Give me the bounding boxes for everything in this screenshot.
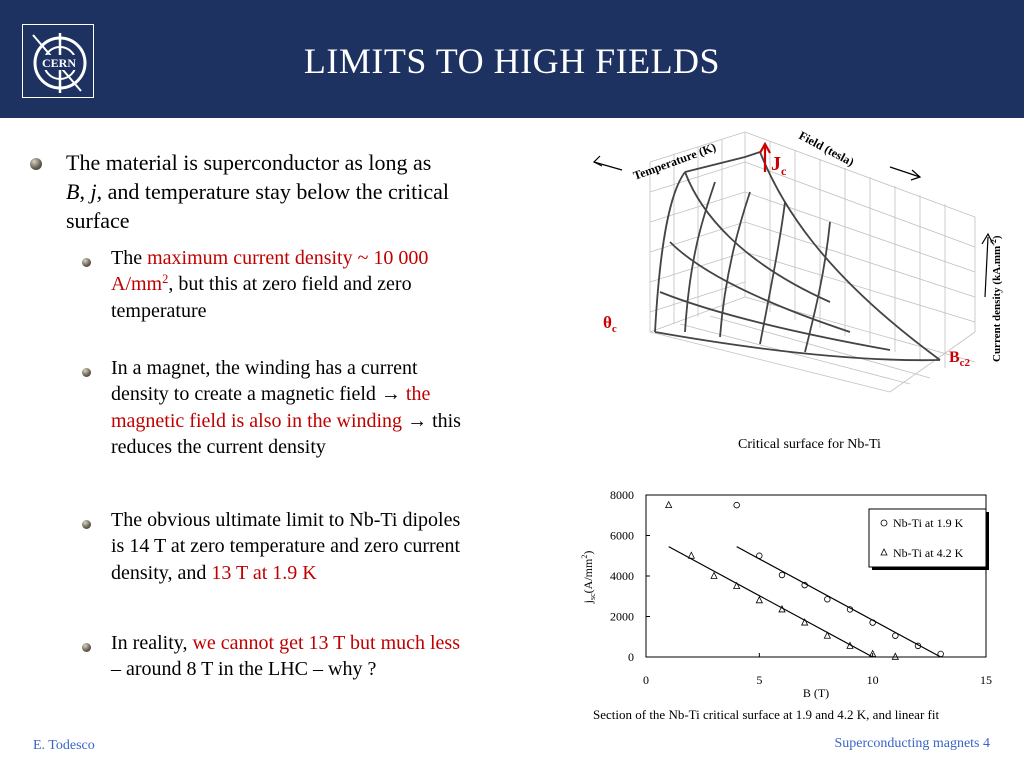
sub-bullet-marker (82, 520, 91, 529)
data-point-triangle (892, 653, 898, 659)
footer-course: Superconducting magnets 4 (834, 736, 990, 751)
y-tick-label: 8000 (610, 488, 634, 502)
field-axis-label: Field (tesla) (796, 128, 857, 169)
bullet-max-current-density: The maximum current density ~ 10 000 $A/mm^2$, but this at zero field and zero temperature (111, 247, 429, 322)
data-point-triangle (666, 502, 672, 508)
y-tick-label: 6000 (610, 528, 634, 543)
bullet-reality: In reality, we cannot get 13 T but much less – around 8 T in the LHC – why ? (111, 632, 461, 681)
bc2-label: $B_{c2}$ (949, 349, 971, 369)
chart-caption: Section of the Nb-Ti critical surface at 1.9 and 4.2 K, and linear fit (593, 707, 940, 722)
surface-grid (650, 132, 975, 392)
data-point-circle (938, 651, 944, 657)
y-axis-label: $j_{sc}(A/mm^2)$ (580, 550, 597, 604)
data-point-circle (779, 572, 785, 578)
svg-text:CERN: CERN (41, 56, 77, 70)
legend (869, 509, 989, 570)
data-point-circle (825, 596, 831, 602)
legend-label-4-2k: Nb-Ti at 4.2 K (893, 546, 964, 560)
data-point-circle (734, 502, 740, 508)
x-tick-label: 5 (756, 673, 763, 687)
direction-arrows (594, 156, 993, 297)
x-tick-label: 15 (980, 673, 992, 687)
data-point-circle (893, 633, 899, 639)
temperature-axis-label: Temperature (K) (631, 139, 718, 183)
slide-title: LIMITS TO HIGH FIELDS (303, 41, 721, 81)
current-density-axis-label: Current density $(kA.mm^{-2})$ (989, 235, 1003, 362)
data-point-triangle (756, 597, 762, 603)
title-bar (0, 0, 1024, 118)
bullet-winding-field: In a magnet, the winding has a current density to create a magnetic field → the magnetic field is also in the winding → this reduces the current density (111, 357, 461, 459)
bullet-marker (30, 158, 42, 170)
data-point-triangle (711, 573, 717, 579)
y-tick-label: 0 (628, 650, 634, 664)
bullet-ultimate-limit: The obvious ultimate limit to Nb-Ti dipoles is 14 T at zero temperature and zero current density, and 13 T at 1.9 K (111, 509, 461, 584)
fit-line-1 (669, 547, 873, 657)
y-tick-label: 2000 (610, 609, 634, 624)
critical-surface-diagram (590, 122, 1010, 440)
legend-shadow (986, 512, 989, 570)
legend-label-1-9k: Nb-Ti at 1.9 K (893, 516, 964, 530)
sub-bullet-marker (82, 258, 91, 267)
x-tick-label: 10 (866, 673, 879, 687)
theta-c-label: $\theta_c$ (603, 313, 617, 335)
bullet-critical-surface: The material is superconductor as long as B, j, and temperature stay below the critical surface (66, 150, 450, 234)
y-tick-label: 4000 (610, 569, 634, 583)
jc-label: $J_c$ (771, 153, 787, 178)
jc-vs-b-chart (580, 485, 1000, 703)
surface-caption: Critical surface for Nb-Ti (738, 437, 881, 452)
x-tick-label: 0 (643, 673, 649, 687)
legend-shadow (872, 567, 989, 570)
sub-bullet-marker (82, 643, 91, 652)
data-point-circle (757, 553, 763, 559)
footer-author: E. Todesco (33, 738, 95, 753)
sub-bullet-marker (82, 368, 91, 377)
x-axis-label: B (T) (802, 686, 830, 700)
